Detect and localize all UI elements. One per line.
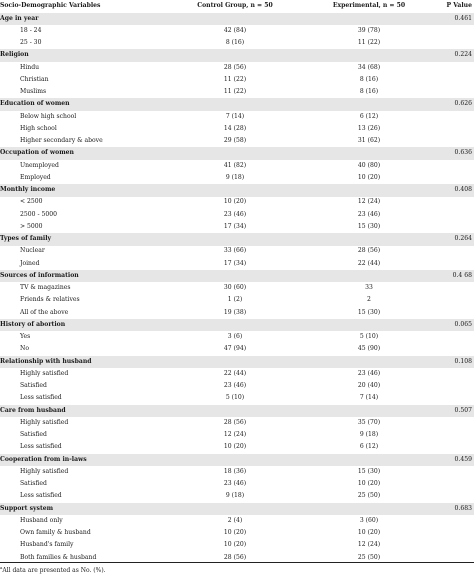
footnote-mark: a [0, 565, 3, 570]
row-label: Hindu [20, 63, 40, 71]
category-row [0, 233, 474, 246]
experimental-value [310, 454, 428, 467]
table-row [0, 245, 474, 258]
row-label: Satisfied [20, 431, 47, 439]
control-value: 30 (60) [223, 284, 247, 292]
control-value [180, 454, 290, 467]
control-value: 2 (4) [227, 516, 243, 524]
row-label: Joined [20, 259, 40, 267]
p-value: 0.224 [454, 51, 472, 59]
row-label: No [20, 345, 30, 353]
row-label: High school [20, 124, 57, 132]
table-row [0, 111, 474, 124]
control-value: 28 (56) [223, 63, 247, 71]
control-value: 19 (38) [223, 308, 247, 316]
category-row [0, 49, 474, 62]
row-label: > 5000 [20, 222, 43, 230]
control-value [180, 405, 290, 418]
row-label: Less satisfied [20, 394, 62, 402]
experimental-value: 6 (12) [359, 112, 379, 120]
p-value: 0.4 68 [452, 271, 472, 279]
row-label: Highly satisfied [20, 369, 69, 377]
table-row [0, 466, 474, 479]
category-row [0, 356, 474, 369]
table-row [0, 417, 474, 430]
control-value: 17 (34) [223, 222, 247, 230]
experimental-value: 23 (46) [357, 210, 381, 218]
experimental-value: 33 [365, 284, 373, 292]
experimental-value: 10 (20) [357, 529, 381, 537]
p-value: 0.065 [454, 320, 472, 328]
control-value: 10 (20) [223, 443, 247, 451]
experimental-value: 13 (26) [357, 124, 381, 132]
table-row [0, 429, 474, 442]
category-row [0, 184, 474, 197]
table-row [0, 258, 474, 271]
experimental-value: 31 (62) [357, 137, 381, 145]
category-label: Education of women [0, 100, 70, 108]
experimental-value: 20 (40) [357, 382, 381, 390]
row-label: Employed [20, 173, 51, 181]
row-label: Husband only [20, 516, 63, 524]
row-label: Satisfied [20, 480, 47, 488]
control-value: 17 (34) [223, 259, 247, 267]
experimental-value: 15 (30) [357, 308, 381, 316]
control-value [180, 319, 290, 332]
category-label: Sources of information [0, 271, 79, 279]
table-row [0, 25, 474, 38]
control-value: 14 (28) [223, 124, 247, 132]
table-row [0, 380, 474, 393]
experimental-value: 12 (24) [357, 198, 381, 206]
table-row [0, 490, 474, 503]
experimental-value [310, 233, 428, 246]
p-value: 0.459 [454, 455, 472, 463]
category-row [0, 147, 474, 160]
category-label: Care from husband [0, 406, 66, 414]
category-label: Religion [0, 51, 29, 59]
experimental-value: 12 (24) [357, 541, 381, 549]
control-value: 22 (44) [223, 369, 247, 377]
control-value: 7 (14) [225, 112, 245, 120]
row-label: Both families & husband [20, 553, 97, 561]
row-label: Satisfied [20, 382, 47, 390]
table-row [0, 478, 474, 491]
control-value: 23 (46) [223, 382, 247, 390]
row-label: Own family & husband [20, 529, 91, 537]
control-value: 11 (22) [223, 88, 247, 96]
row-label: All of the above [20, 308, 69, 316]
experimental-value: 34 (68) [357, 63, 381, 71]
row-label: Higher secondary & above [20, 137, 103, 145]
row-label: 2500 - 5000 [20, 210, 57, 218]
category-label: Cooperation from in-laws [0, 455, 87, 463]
p-value: 0.636 [454, 149, 472, 157]
row-label: Less satisfied [20, 443, 62, 451]
category-label: Age in year [0, 14, 39, 22]
category-label: Occupation of women [0, 149, 74, 157]
control-value [180, 13, 290, 26]
control-value: 8 (16) [225, 39, 245, 47]
experimental-value: 7 (14) [359, 394, 379, 402]
footnote-text: All data are presented as No. (%). [2, 567, 106, 574]
table-row [0, 331, 474, 344]
row-label: TV & magazines [20, 284, 71, 292]
table-row [0, 282, 474, 295]
control-value [180, 270, 290, 283]
control-value [180, 356, 290, 369]
p-value: 0.264 [454, 235, 472, 243]
category-row [0, 98, 474, 111]
control-value: 9 (18) [225, 173, 245, 181]
experimental-value [310, 13, 428, 26]
experimental-value: 23 (46) [357, 369, 381, 377]
experimental-value: 3 (60) [359, 516, 379, 524]
table-row [0, 209, 474, 222]
category-row [0, 270, 474, 283]
category-label: History of abortion [0, 320, 66, 328]
experimental-value [310, 319, 428, 332]
control-value: 11 (22) [223, 75, 247, 83]
p-value: 0.461 [454, 14, 472, 22]
experimental-value [310, 98, 428, 111]
control-value [180, 184, 290, 197]
experimental-value [310, 356, 428, 369]
experimental-value: 35 (70) [357, 418, 381, 426]
p-value: 0.408 [454, 186, 472, 194]
table-row [0, 343, 474, 356]
control-value: 28 (56) [223, 418, 247, 426]
row-label: Less satisfied [20, 492, 62, 500]
control-value: 41 (82) [223, 161, 247, 169]
table-row [0, 307, 474, 320]
p-value: 0.683 [454, 504, 472, 512]
control-value: 18 (36) [223, 467, 247, 475]
category-label: Types of family [0, 235, 52, 243]
table-row [0, 368, 474, 381]
row-label: < 2500 [20, 198, 43, 206]
experimental-value: 9 (18) [359, 431, 379, 439]
control-value: 12 (24) [223, 431, 247, 439]
experimental-value: 40 (80) [357, 161, 381, 169]
category-row [0, 405, 474, 418]
table-row [0, 74, 474, 87]
p-value: 0.626 [454, 100, 472, 108]
control-value: 1 (2) [227, 296, 243, 304]
table-row [0, 515, 474, 528]
header-experimental-group: Experimental, n = 50 [332, 2, 406, 9]
experimental-value [310, 270, 428, 283]
category-row [0, 454, 474, 467]
table-row [0, 123, 474, 136]
table-row [0, 135, 474, 148]
control-value: 28 (56) [223, 553, 247, 561]
row-label: Christian [20, 75, 49, 83]
experimental-value: 11 (22) [357, 39, 381, 47]
control-value: 5 (10) [225, 394, 245, 402]
control-value: 9 (18) [225, 492, 245, 500]
experimental-value: 5 (10) [359, 333, 379, 341]
control-value: 47 (94) [223, 345, 247, 353]
table-row [0, 392, 474, 405]
p-value: 0.507 [454, 406, 472, 414]
row-label: 18 - 24 [20, 26, 42, 34]
experimental-value: 28 (56) [357, 247, 381, 255]
row-label: Muslims [20, 88, 47, 96]
control-value: 42 (84) [223, 26, 247, 34]
row-label: Husband's family [20, 541, 74, 549]
experimental-value [310, 147, 428, 160]
table-row [0, 62, 474, 75]
category-row [0, 319, 474, 332]
table-header-row [0, 0, 474, 14]
p-value: 0.108 [454, 357, 472, 365]
experimental-value [310, 503, 428, 516]
control-value [180, 147, 290, 160]
table-row [0, 86, 474, 99]
control-value: 23 (46) [223, 210, 247, 218]
control-value [180, 233, 290, 246]
experimental-value [310, 49, 428, 62]
row-label: Nuclear [20, 247, 45, 255]
control-value: 10 (20) [223, 529, 247, 537]
category-label: Support system [0, 504, 54, 512]
experimental-value: 25 (50) [357, 553, 381, 561]
table-row [0, 160, 474, 173]
row-label: Friends & relatives [20, 296, 80, 304]
experimental-value: 8 (16) [359, 75, 379, 83]
experimental-value: 15 (30) [357, 467, 381, 475]
row-label: Below high school [20, 112, 77, 120]
table-row [0, 539, 474, 552]
category-label: Monthly income [0, 186, 56, 194]
experimental-value: 39 (78) [357, 26, 381, 34]
table-row [0, 221, 474, 234]
table-row [0, 441, 474, 454]
experimental-value: 22 (44) [357, 259, 381, 267]
experimental-value: 25 (50) [357, 492, 381, 500]
row-label: Unemployed [20, 161, 59, 169]
control-value: 23 (46) [223, 480, 247, 488]
experimental-value: 2 [367, 296, 371, 304]
table-row [0, 196, 474, 209]
control-value [180, 503, 290, 516]
table-row [0, 172, 474, 185]
control-value: 33 (66) [223, 247, 247, 255]
table-row [0, 527, 474, 540]
header-control-group: Control Group, n = 50 [197, 2, 273, 9]
row-label: Highly satisfied [20, 467, 69, 475]
category-row [0, 503, 474, 516]
table-row [0, 294, 474, 307]
category-label: Relationship with husband [0, 357, 92, 365]
row-label: Highly satisfied [20, 418, 69, 426]
experimental-value: 10 (20) [357, 480, 381, 488]
experimental-value: 8 (16) [359, 88, 379, 96]
table-row [0, 37, 474, 50]
experimental-value [310, 184, 428, 197]
experimental-value: 6 (12) [359, 443, 379, 451]
header-variable: Socio-Demographic Variables [0, 2, 101, 9]
header-p-value: P Value [446, 2, 472, 9]
table-footnote [0, 563, 106, 575]
control-value: 3 (6) [227, 333, 243, 341]
control-value: 29 (58) [223, 137, 247, 145]
experimental-value [310, 405, 428, 418]
experimental-value: 45 (90) [357, 345, 381, 353]
control-value [180, 49, 290, 62]
experimental-value: 10 (20) [357, 173, 381, 181]
control-value: 10 (20) [223, 541, 247, 549]
control-value [180, 98, 290, 111]
control-value: 10 (20) [223, 198, 247, 206]
row-label: 25 - 30 [20, 39, 42, 47]
category-row [0, 13, 474, 26]
row-label: Yes [20, 333, 31, 341]
experimental-value: 15 (30) [357, 222, 381, 230]
